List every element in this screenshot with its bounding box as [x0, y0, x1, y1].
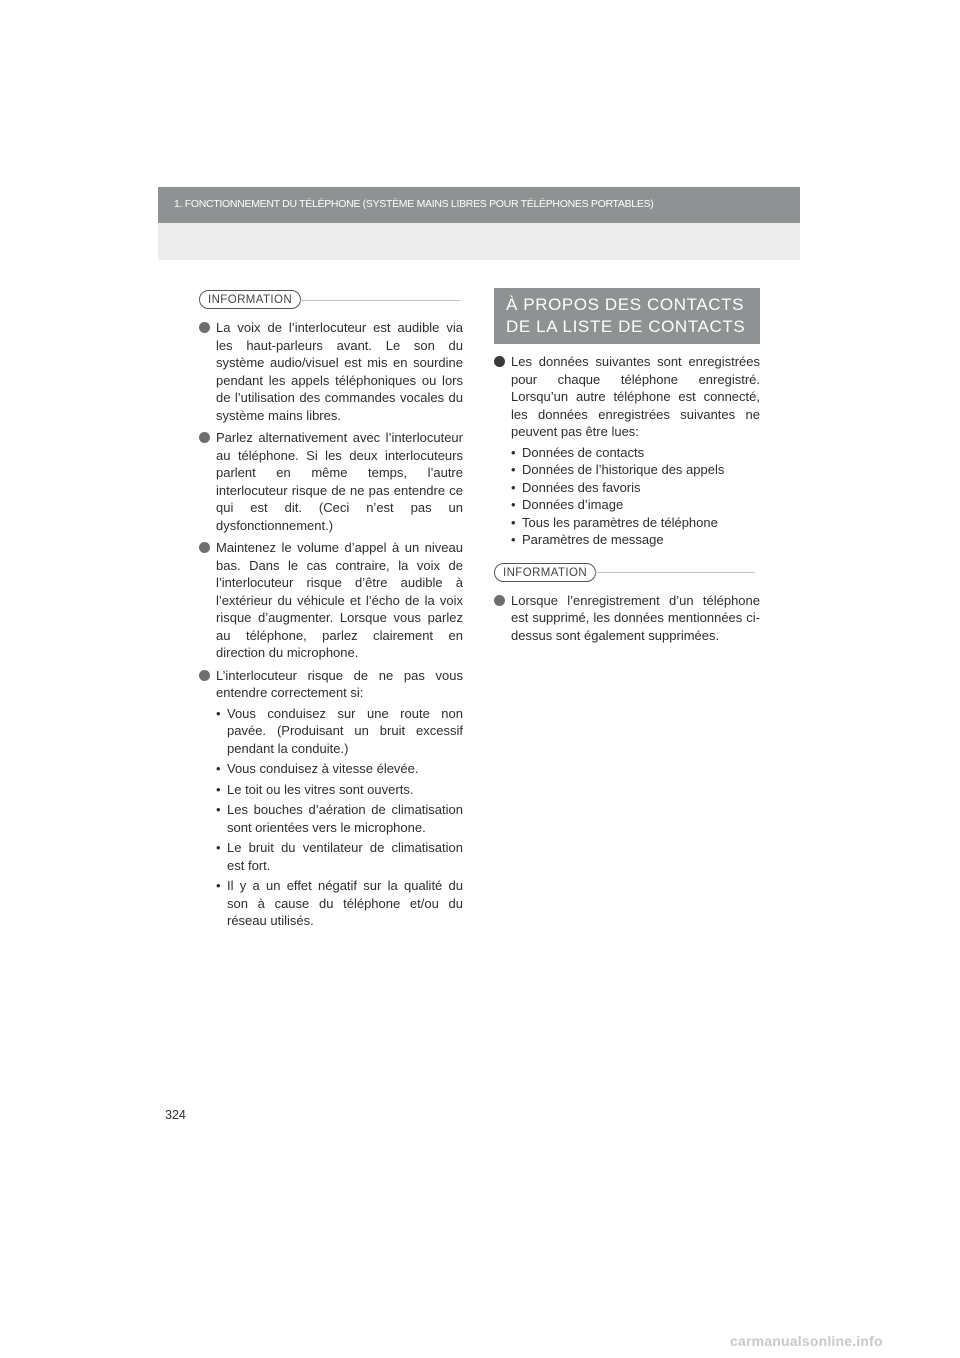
sub-bullet-text: Paramètres de message: [522, 532, 664, 547]
bullet-mark-icon: •: [216, 705, 221, 721]
sub-bullet: [511, 531, 760, 549]
bullet-mark-icon: •: [511, 444, 516, 460]
sub-bullet: [216, 801, 463, 836]
sub-bullet-text: Données de l’historique des appels: [522, 462, 725, 477]
bullet-mark-icon: •: [216, 878, 221, 893]
sub-bullet-text: Il y a un effet négatif sur la qualité du son à cause du téléphone et/ou du réseau utilisés.: [227, 878, 463, 928]
page-number: 324: [165, 1108, 186, 1122]
sub-bullet-text: Données de contacts: [522, 444, 645, 460]
sub-bullet: [511, 444, 760, 462]
sub-bullet-text: Vous conduisez à vitesse élevée.: [227, 761, 419, 776]
sub-bullet: [511, 496, 760, 514]
sub-bullet: [216, 839, 463, 874]
sub-bullet: [216, 877, 463, 930]
bullet-dot-icon: [199, 322, 210, 333]
main-bullet: [494, 353, 760, 549]
bullet-dot-icon: [494, 356, 505, 367]
bullet-text: Les données suivantes sont enregistrées pour chaque téléphone enregistré. Lorsqu’un autre téléphone est connecté, les données enregistrées suivantes ne peuvent pas être lues:: [511, 354, 760, 439]
bullet-dot-icon: [199, 432, 210, 443]
information-label: INFORMATION: [494, 563, 596, 582]
bullet-mark-icon: •: [216, 840, 221, 855]
info-bullet: [199, 667, 463, 930]
section-heading-line1: À PROPOS DES CONTACTS: [506, 295, 745, 314]
bullet-text: Maintenez le volume d’appel à un niveau bas. Dans le cas contraire, la voix de l’interlocuteur risque d’être audible à l’extérieur du véhicule et l’écho de la voix risque d’augmenter. Lorsque vous parlez au téléphone, parlez clairement en direction du microphone.: [216, 540, 463, 660]
bullet-text: L’interlocuteur risque de ne pas vous entendre correctement si:: [216, 667, 463, 700]
bullet-mark-icon: •: [216, 802, 221, 817]
bullet-mark-icon: •: [511, 479, 516, 495]
bullet-mark-icon: •: [511, 514, 516, 530]
sub-bullet: [216, 760, 463, 778]
sub-bullet-text: Tous les paramètres de téléphone: [522, 514, 718, 530]
info-bullet: [494, 592, 760, 645]
sub-bullet-list: [216, 705, 463, 930]
bullet-mark-icon: •: [216, 761, 221, 776]
bullet-dot-icon: [199, 670, 210, 681]
info-tag-wrap-left: [199, 290, 463, 319]
info-tag-wrap-right: [494, 563, 760, 592]
bullet-mark-icon: •: [511, 532, 516, 547]
right-column: [494, 288, 760, 649]
information-label: INFORMATION: [199, 290, 301, 309]
bullet-text: La voix de l’interlocuteur est audible via les haut-parleurs avant. Le son du système audio/visuel est mis en sourdine pendant les appels téléphoniques ou lors de l’utilisation des commandes vocales du système mains libres.: [216, 320, 463, 423]
section-heading-line2: DE LA LISTE DE CONTACTS: [506, 317, 746, 336]
sub-bullet: [216, 781, 463, 799]
bullet-mark-icon: •: [511, 462, 516, 477]
bullet-dot-icon: [199, 542, 210, 553]
sub-bullet: [216, 705, 463, 758]
sub-bullet-text: Données d’image: [522, 497, 624, 512]
section-heading: [494, 288, 760, 344]
info-bullet: [199, 539, 463, 662]
bullet-mark-icon: •: [511, 497, 516, 512]
chapter-title: 1. FONCTIONNEMENT DU TÉLÉPHONE (SYSTÈME MAINS LIBRES POUR TÉLÉPHONES PORTABLES): [174, 198, 654, 210]
sub-bullet-text: Le bruit du ventilateur de climatisation est fort.: [227, 840, 463, 873]
bullet-dot-icon: [494, 595, 505, 606]
sub-bullet-text: Vous conduisez sur une route non pavée. (Produisant un bruit excessif pendant la conduite.): [227, 705, 463, 756]
site-watermark: carmanualsonline.info: [730, 1333, 883, 1349]
bullet-text: Lorsque l’enregistrement d’un téléphone est supprimé, les données mentionnées ci-dessus sont également supprimées.: [511, 592, 760, 643]
sub-bullet-text: Le toit ou les vitres sont ouverts.: [227, 781, 414, 797]
header-subband: [158, 223, 800, 260]
bullet-mark-icon: •: [216, 781, 221, 797]
info-bullet: [199, 429, 463, 534]
sub-bullet-text: Les bouches d’aération de climatisation sont orientées vers le microphone.: [227, 802, 463, 835]
bullet-text: Parlez alternativement avec l’interlocuteur au téléphone. Si les deux interlocuteurs parlent en même temps, l’autre interlocuteur risque de ne pas entendre ce qui est dit. (Ceci n’est pas un dysfonctionnement.): [216, 430, 463, 533]
sub-bullet-list: [511, 444, 760, 549]
sub-bullet: [511, 461, 760, 479]
sub-bullet-text: Données des favoris: [522, 479, 641, 495]
sub-bullet: [511, 479, 760, 497]
info-bullet: [199, 319, 463, 424]
chapter-header: [158, 187, 800, 223]
sub-bullet: [511, 514, 760, 532]
left-column: [199, 290, 463, 935]
